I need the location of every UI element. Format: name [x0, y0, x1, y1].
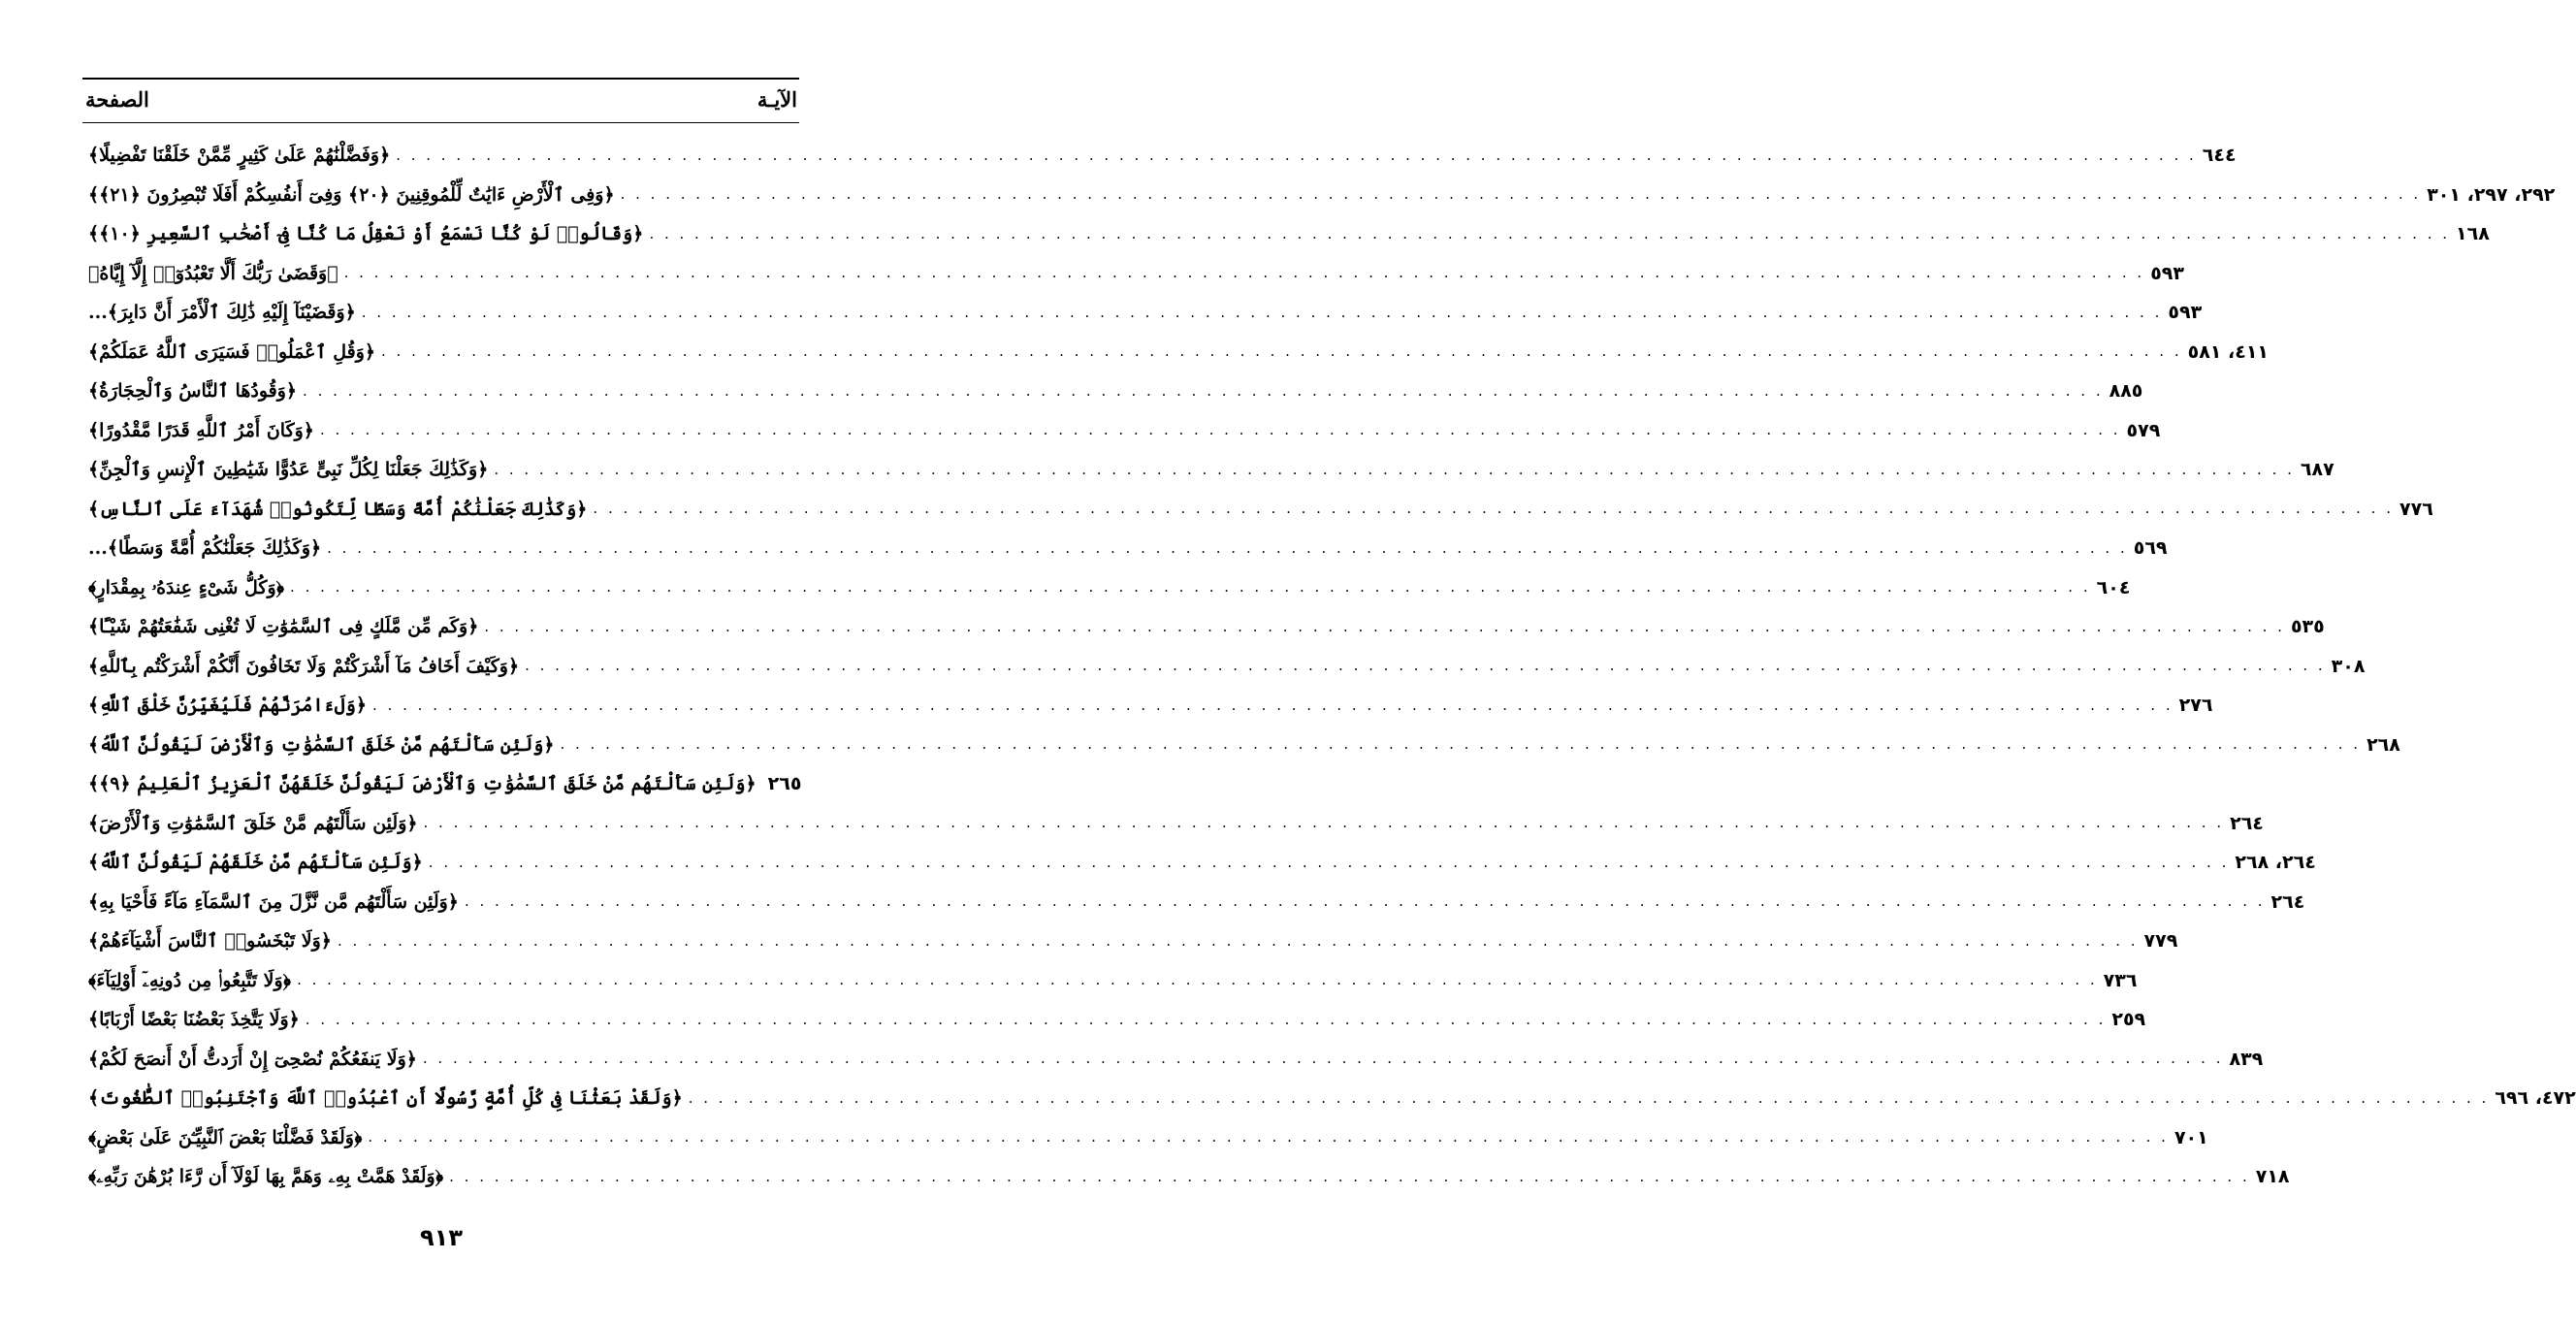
top-rule	[82, 78, 799, 80]
page-reference: ٢٦٥	[767, 773, 802, 795]
index-row	[82, 1157, 2290, 1197]
verse-text: ﴿وَلَقَدْ بَعَثْنَا فِى كُلِّ أُمَّةٍ رَّسُولًا أَنِ ٱعْبُدُوا۟ ٱللَّهَ وَٱجْتَنِبُوا۟ ٱلطَّٰغُوتَ﴾	[88, 1087, 683, 1110]
verse-text: ﴿وَكَم مِّن مَّلَكٍ فِى ٱلسَّمَٰوَٰتِ لَا تُغْنِى شَفَٰعَتُهُمْ شَيْـًٔا﴾	[88, 616, 479, 638]
page-reference: ٨٨٥	[2109, 380, 2143, 403]
page-reference: ١٦٨	[2456, 223, 2490, 245]
verse-text: ﴿وَلَا يَنفَعُكُمْ نُصْحِىٓ إِنْ أَرَدتُّ أَنْ أَنصَحَ لَكُمْ﴾	[88, 1048, 417, 1070]
verse-text: ﴿وَلَا تَتَّبِعُوا۟ مِن دُونِهِۦٓ أَوْلِيَآءَ﴾	[88, 969, 292, 991]
index-row	[82, 764, 802, 804]
index-row	[82, 450, 2334, 490]
dot-leader: . . . . . . . . . . . . . . . . . . . . . . . . . . . . . . . . . . . . . . . . . . . . . . . . . . . . . . . . . . . . . . . . . . . . . . . . . . . . . . . . . . . . . . . . . . . . . . . . . . . . . . . . . . . . . . . . . . . . . . . .	[361, 303, 2163, 321]
verse-text: ﴿وَلَئِن سَأَلْتَهُم مَّنْ خَلَقَ ٱلسَّمَٰوَٰتِ وَٱلْأَرْضَ لَيَقُولُنَّ خَلَقَهُنَّ ٱلْعَزِيزُ ٱلْعَلِيمُ ﴿٩﴾﴾	[88, 773, 757, 795]
page-column-header: الصفحة	[85, 87, 149, 112]
page-reference: ٤١١، ٥٨١	[2187, 340, 2270, 363]
index-row	[82, 607, 2325, 647]
index-row	[82, 726, 2400, 765]
verse-text: ﴿وَكُلُّ شَىْءٍ عِندَهُۥ بِمِقْدَارٍ﴾	[88, 576, 285, 598]
dot-leader: . . . . . . . . . . . . . . . . . . . . . . . . . . . . . . . . . . . . . . . . . . . . . . . . . . . . . . . . . . . . . . . . . . . . . . . . . . . . . . . . . . . . . . . . . . . . . . . . . . . . . . . . . . . . . . . . . . . . . . . .	[303, 381, 2104, 400]
dot-leader: . . . . . . . . . . . . . . . . . . . . . . . . . . . . . . . . . . . . . . . . . . . . . . . . . . . . . . . . . . . . . . . . . . . . . . . . . . . . . . . . . . . . . . . . . . . . . . . . . . . . . . . . . . . . . . . . . . . . . . . .	[327, 538, 2128, 557]
verse-text: ﴿وَقُلِ ٱعْمَلُوا۟ فَسَيَرَى ٱللَّهُ عَمَلَكُمْ﴾	[88, 340, 376, 363]
dot-leader: . . . . . . . . . . . . . . . . . . . . . . . . . . . . . . . . . . . . . . . . . . . . . . . . . . . . . . . . . . . . . . . . . . . . . . . . . . . . . . . . . . . . . . . . . . . . . . . . . . . . . . . . . . . . . . . . . . . . . . . .	[428, 853, 2230, 871]
dot-leader: . . . . . . . . . . . . . . . . . . . . . . . . . . . . . . . . . . . . . . . . . . . . . . . . . . . . . . . . . . . . . . . . . . . . . . . . . . . . . . . . . . . . . . . . . . . . . . . . . . . . . . . . . . . . . . . . . . . . . . . .	[337, 931, 2139, 950]
dot-leader: . . . . . . . . . . . . . . . . . . . . . . . . . . . . . . . . . . . . . . . . . . . . . . . . . . . . . . . . . . . . . . . . . . . . . . . . . . . . . . . . . . . . . . . . . . . . . . . . . . . . . . . . . . . . . . . . . . . . . . . .	[297, 971, 2098, 989]
index-row	[82, 1118, 2208, 1158]
page-reference: ٧٠١	[2174, 1126, 2208, 1148]
page-reference: ٢٦٤	[2230, 812, 2264, 834]
dot-leader: . . . . . . . . . . . . . . . . . . . . . . . . . . . . . . . . . . . . . . . . . . . . . . . . . . . . . . . . . . . . . . . . . . . . . . . . . . . . . . . . . . . . . . . . . . . . . . . . . . . . . . . . . . . . . . . . . . . . . . . .	[422, 1050, 2224, 1068]
verse-text: ﴿وَلَا تَبْخَسُوا۟ ٱلنَّاسَ أَشْيَآءَهُمْ﴾	[88, 930, 332, 953]
verse-text: ﴿وَلَئِن سَأَلْتَهُم مَّنْ خَلَقَ ٱلسَّمَٰوَٰتِ وَٱلْأَرْضَ﴾	[88, 812, 418, 834]
page-reference: ٧٧٦	[2399, 498, 2433, 520]
index-row	[82, 214, 2490, 254]
dot-leader: . . . . . . . . . . . . . . . . . . . . . . . . . . . . . . . . . . . . . . . . . . . . . . . . . . . . . . . . . . . . . . . . . . . . . . . . . . . . . . . . . . . . . . . . . . . . . . . . . . . . . . . . . . . . . . . . . . . . . . . .	[368, 1128, 2169, 1147]
dot-leader: . . . . . . . . . . . . . . . . . . . . . . . . . . . . . . . . . . . . . . . . . . . . . . . . . . . . . . . . . . . . . . . . . . . . . . . . . . . . . . . . . . . . . . . . . . . . . . . . . . . . . . . . . . . . . . . . . . . . . . . .	[464, 892, 2266, 911]
dot-leader: . . . . . . . . . . . . . . . . . . . . . . . . . . . . . . . . . . . . . . . . . . . . . . . . . . . . . . . . . . . . . . . . . . . . . . . . . . . . . . . . . . . . . . . . . . . . . . . . . . . . . . . . . . . . . . . . . . . . . . . .	[560, 735, 2362, 754]
index-rows	[82, 136, 2576, 1197]
verse-text: ﴿وَقَالُوا۟ لَوْ كُنَّا نَسْمَعُ أَوْ نَعْقِلُ مَا كُنَّا فِىٓ أَصْحَٰبِ ٱلسَّعِيرِ ﴿١٠﴾﴾	[88, 223, 644, 245]
index-row	[82, 568, 2131, 608]
page-reference: ٦٠٤	[2096, 576, 2131, 598]
page-number: ٩١٣	[420, 1224, 463, 1251]
dot-leader: . . . . . . . . . . . . . . . . . . . . . . . . . . . . . . . . . . . . . . . . . . . . . . . . . . . . . . . . . . . . . . . . . . . . . . . . . . . . . . . . . . . . . . . . . . . . . . . . . . . . . . . . . . . . . . . . . . . . . . . .	[525, 657, 2326, 675]
dot-leader: . . . . . . . . . . . . . . . . . . . . . . . . . . . . . . . . . . . . . . . . . . . . . . . . . . . . . . . . . . . . . . . . . . . . . . . . . . . . . . . . . . . . . . . . . . . . . . . . . . . . . . . . . . . . . . . . . . . . . . . .	[381, 342, 2182, 361]
index-row	[82, 843, 2316, 883]
page-reference: ٧١٨	[2255, 1166, 2290, 1188]
verse-text: ﴿وَكَانَ أَمْرُ ٱللَّهِ قَدَرًا مَّقْدُورًا﴾	[88, 419, 314, 441]
dot-leader: . . . . . . . . . . . . . . . . . . . . . . . . . . . . . . . . . . . . . . . . . . . . . . . . . . . . . . . . . . . . . . . . . . . . . . . . . . . . . . . . . . . . . . . . . . . . . . . . . . . . . . . . . . . . . . . . . . . . . . . .	[484, 617, 2285, 635]
index-row	[82, 883, 2305, 922]
verse-column-header: الآيـة	[757, 87, 797, 112]
index-row	[82, 647, 2366, 687]
verse-text: ﴿وَكَذَٰلِكَ جَعَلْنَا لِكُلِّ نَبِىٍّ عَدُوًّا شَيَٰطِينَ ٱلْإِنسِ وَٱلْجِنِّ﴾	[88, 459, 489, 481]
dot-leader: . . . . . . . . . . . . . . . . . . . . . . . . . . . . . . . . . . . . . . . . . . . . . . . . . . . . . . . . . . . . . . . . . . . . . . . . . . . . . . . . . . . . . . . . . . . . . . . . . . . . . . . . . . . . . . . . . . . . . . . .	[290, 578, 2091, 597]
page-reference: ٥٣٥	[2290, 616, 2325, 638]
page-reference: ٢٦٤، ٢٦٨	[2235, 852, 2316, 874]
verse-text: ﴿وَلَئِن سَأَلْتَهُم مَّنْ خَلَقَ ٱلسَّمَٰوَٰتِ وَٱلْأَرْضَ لَيَقُولُنَّ ٱللَّهُ﴾	[88, 733, 555, 756]
index-row	[82, 1079, 2576, 1118]
page-reference: ٥٩٣	[2168, 302, 2203, 324]
page-reference: ٥٧٩	[2126, 419, 2161, 441]
index-row	[82, 804, 2264, 844]
dot-leader: . . . . . . . . . . . . . . . . . . . . . . . . . . . . . . . . . . . . . . . . . . . . . . . . . . . . . . . . . . . . . . . . . . . . . . . . . . . . . . . . . . . . . . . . . . . . . . . . . . . . . . . . . . . . . . . . . . . . . . . .	[449, 1167, 2250, 1185]
dot-leader: . . . . . . . . . . . . . . . . . . . . . . . . . . . . . . . . . . . . . . . . . . . . . . . . . . . . . . . . . . . . . . . . . . . . . . . . . . . . . . . . . . . . . . . . . . . . . . . . . . . . . . . . . . . . . . . . . . . . . . . .	[372, 695, 2174, 714]
page-reference: ٧٣٦	[2103, 969, 2138, 991]
dot-leader: . . . . . . . . . . . . . . . . . . . . . . . . . . . . . . . . . . . . . . . . . . . . . . . . . . . . . . . . . . . . . . . . . . . . . . . . . . . . . . . . . . . . . . . . . . . . . . . . . . . . . . . . . . . . . . . . . . . . . . . .	[396, 145, 2197, 164]
dot-leader: . . . . . . . . . . . . . . . . . . . . . . . . . . . . . . . . . . . . . . . . . . . . . . . . . . . . . . . . . . . . . . . . . . . . . . . . . . . . . . . . . . . . . . . . . . . . . . . . . . . . . . . . . . . . . . . . . . . . . . . .	[319, 421, 2121, 439]
dot-leader: . . . . . . . . . . . . . . . . . . . . . . . . . . . . . . . . . . . . . . . . . . . . . . . . . . . . . . . . . . . . . . . . . . . . . . . . . . . . . . . . . . . . . . . . . . . . . . . . . . . . . . . . . . . . . . . . . . . . . . . .	[423, 814, 2225, 832]
index-row	[82, 961, 2138, 1001]
index-row	[82, 490, 2433, 530]
verse-text: ﴿وَلَءَامُرَنَّهُمْ فَلَيُغَيِّرُنَّ خَلْقَ ٱللَّهِ﴾	[88, 695, 368, 717]
index-row	[82, 136, 2237, 176]
verse-text: ﴿وَلَئِن سَأَلْتَهُم مَّن نَّزَّلَ مِنَ ٱلسَّمَآءِ مَآءً فَأَحْيَا بِهِ﴾	[88, 890, 459, 913]
verse-text: ﴿وَلَئِن سَأَلْتَهُم مَّنْ خَلَقَهُمْ لَيَقُولُنَّ ٱللَّهُ﴾	[88, 852, 423, 874]
index-row	[82, 1040, 2264, 1080]
dot-leader: . . . . . . . . . . . . . . . . . . . . . . . . . . . . . . . . . . . . . . . . . . . . . . . . . . . . . . . . . . . . . . . . . . . . . . . . . . . . . . . . . . . . . . . . . . . . . . . . . . . . . . . . . . . . . . . . . . . . . . . .	[305, 1010, 2107, 1028]
verse-text: ﴿وَفَضَّلْنَٰهُمْ عَلَىٰ كَثِيرٍ مِّمَّنْ خَلَقْنَا تَفْضِيلًا﴾	[88, 145, 391, 167]
verse-text: ﴿وَكَذَٰلِكَ جَعَلْنَٰكُمْ أُمَّةً وَسَطًا﴾...	[88, 537, 322, 560]
header-rule	[82, 122, 799, 123]
dot-leader: . . . . . . . . . . . . . . . . . . . . . . . . . . . . . . . . . . . . . . . . . . . . . . . . . . . . . . . . . . . . . . . . . . . . . . . . . . . . . . . . . . . . . . . . . . . . . . . . . . . . . . . . . . . . . . . . . . . . . . . .	[494, 460, 2295, 478]
index-row	[82, 686, 2213, 726]
index-row	[82, 254, 2184, 294]
verse-text: ﴿وَقَضَىٰ رَبُّكَ أَلَّا تَعْبُدُوٓا۟ إِلَّآ إِيَّاهُ﴾	[88, 262, 338, 284]
verse-text: ﴿وَلَا يَتَّخِذَ بَعْضُنَا بَعْضًا أَرْبَابًا﴾	[88, 1009, 300, 1031]
page-reference: ٢٧٦	[2178, 695, 2213, 717]
page-reference: ٣٠٨	[2331, 655, 2366, 677]
page-reference: ٥٩٣	[2150, 262, 2184, 284]
page-reference: ٧٧٩	[2143, 930, 2178, 953]
index-row	[82, 372, 2143, 411]
dot-leader: . . . . . . . . . . . . . . . . . . . . . . . . . . . . . . . . . . . . . . . . . . . . . . . . . . . . . . . . . . . . . . . . . . . . . . . . . . . . . . . . . . . . . . . . . . . . . . . . . . . . . . . . . . . . . . . . . . . . . . . .	[688, 1088, 2490, 1107]
verse-text: ﴿وَفِى ٱلْأَرْضِ ءَايَٰتٌ لِّلْمُوقِنِينَ ﴿٢٠﴾ وَفِىٓ أَنفُسِكُمْ أَفَلَا تُبْصِرُونَ ﴿٢١﴾﴾	[88, 183, 615, 206]
index-row	[82, 411, 2161, 451]
page-reference: ٨٣٩	[2229, 1048, 2264, 1070]
page-reference: ٦٨٧	[2300, 459, 2334, 481]
index-row	[82, 293, 2203, 333]
page-reference: ٢٥٩	[2111, 1009, 2146, 1031]
page-reference: ٥٦٩	[2133, 537, 2168, 560]
page-reference: ٢٦٨	[2367, 733, 2400, 756]
index-row	[82, 333, 2270, 372]
verse-text: ﴿وَقُودُهَا ٱلنَّاسُ وَٱلْحِجَارَةُ﴾	[88, 380, 298, 403]
verse-text: ﴿وَكَذَٰلِكَ جَعَلْنَٰكُمْ أُمَّةً وَسَطًا لِّتَكُونُوا۟ شُهَدَآءَ عَلَى ٱلنَّاسِ﴾	[88, 498, 588, 520]
verse-text: ﴿وَقَضَيْنَآ إِلَيْهِ ذَٰلِكَ ٱلْأَمْرَ أَنَّ دَابِرَ﴾...	[88, 302, 356, 324]
dot-leader: . . . . . . . . . . . . . . . . . . . . . . . . . . . . . . . . . . . . . . . . . . . . . . . . . . . . . . . . . . . . . . . . . . . . . . . . . . . . . . . . . . . . . . . . . . . . . . . . . . . . . . . . . . . . . . . . . . . . . . . .	[649, 224, 2451, 242]
index-row	[82, 176, 2556, 215]
page-reference: ٦٤٤	[2202, 145, 2237, 167]
dot-leader: . . . . . . . . . . . . . . . . . . . . . . . . . . . . . . . . . . . . . . . . . . . . . . . . . . . . . . . . . . . . . . . . . . . . . . . . . . . . . . . . . . . . . . . . . . . . . . . . . . . . . . . . . . . . . . . . . . . . . . . .	[593, 500, 2394, 518]
page-reference: ٢٩٢، ٢٩٧، ٣٠١	[2427, 183, 2556, 206]
index-row	[82, 921, 2178, 961]
verse-text: ﴿وَكَيْفَ أَخَافُ مَآ أَشْرَكْتُمْ وَلَا تَخَافُونَ أَنَّكُمْ أَشْرَكْتُم بِٱللَّهِ﴾	[88, 655, 520, 677]
index-row	[82, 529, 2168, 568]
dot-leader: . . . . . . . . . . . . . . . . . . . . . . . . . . . . . . . . . . . . . . . . . . . . . . . . . . . . . . . . . . . . . . . . . . . . . . . . . . . . . . . . . . . . . . . . . . . . . . . . . . . . . . . . . . . . . . . . . . . . . . . .	[620, 185, 2422, 204]
page-reference: ٤٧٢، ٦٩٦	[2495, 1087, 2576, 1110]
verse-text: ﴿وَلَقَدْ فَضَّلْنَا بَعْضَ ٱلنَّبِيِّـۧنَ عَلَىٰ بَعْضٍ﴾	[88, 1126, 363, 1148]
dot-leader: . . . . . . . . . . . . . . . . . . . . . . . . . . . . . . . . . . . . . . . . . . . . . . . . . . . . . . . . . . . . . . . . . . . . . . . . . . . . . . . . . . . . . . . . . . . . . . . . . . . . . . . . . . . . . . . . . . . . . . . .	[343, 264, 2145, 282]
verse-text: ﴿وَلَقَدْ هَمَّتْ بِهِۦ وَهَمَّ بِهَا لَوْلَآ أَن رَّءَا بُرْهَٰنَ رَبِّهِۦ﴾	[88, 1166, 444, 1188]
page-reference: ٢٦٤	[2270, 890, 2305, 913]
index-row	[82, 1000, 2146, 1040]
